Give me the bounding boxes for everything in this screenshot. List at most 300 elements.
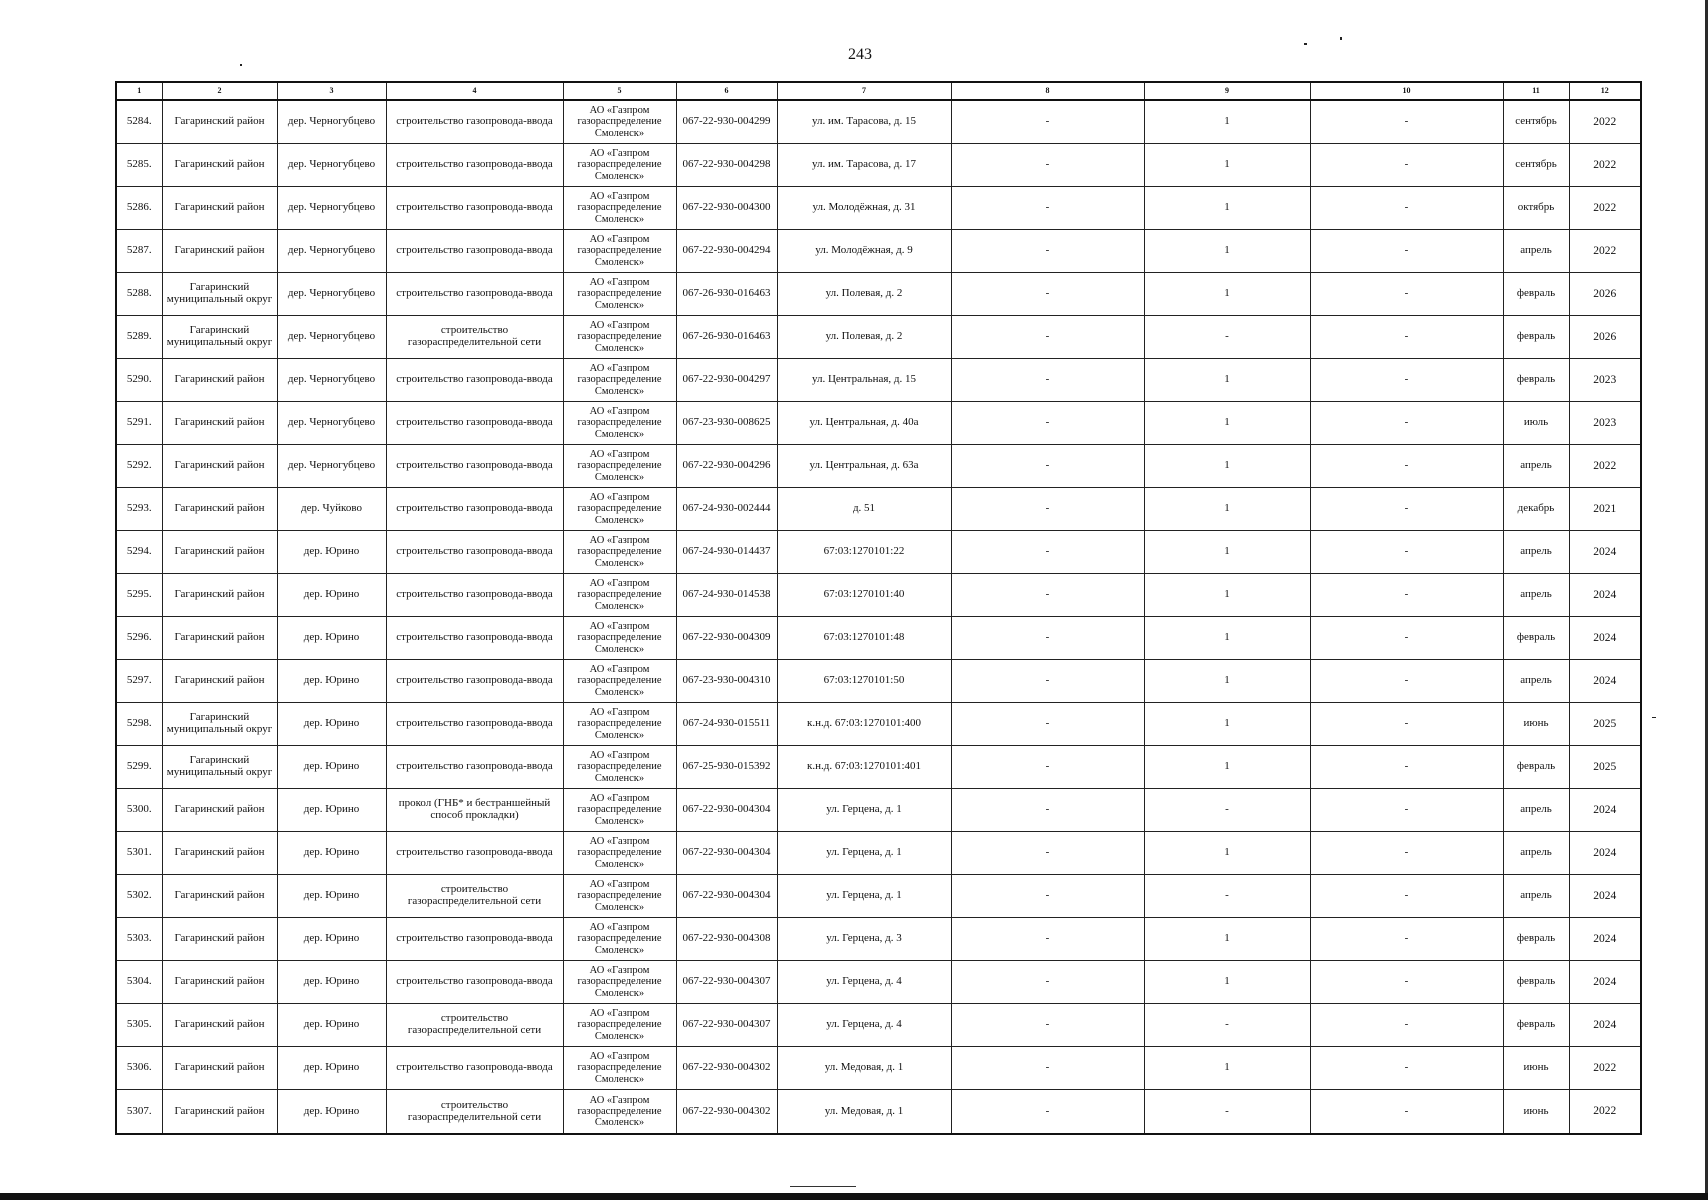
table-row <box>116 100 1641 144</box>
work-type-cell: строительство газопровода-ввода <box>386 359 563 402</box>
month-cell: апрель <box>1503 875 1569 918</box>
work-type-cell: строительство газопровода-ввода <box>386 574 563 617</box>
month-cell: июнь <box>1503 1090 1569 1135</box>
col10-cell: - <box>1310 230 1503 273</box>
row-number: 5284. <box>116 100 162 144</box>
row-number: 5297. <box>116 660 162 703</box>
row-number: 5299. <box>116 746 162 789</box>
application-code-cell: 067-22-930-004309 <box>676 617 777 660</box>
col8-cell: - <box>951 961 1144 1004</box>
address-cell: ул. Герцена, д. 4 <box>777 961 951 1004</box>
col8-cell: - <box>951 1047 1144 1090</box>
col10-cell: - <box>1310 875 1503 918</box>
organization-cell: АО «Газпром газораспределение Смоленск» <box>563 100 676 144</box>
organization-cell: АО «Газпром газораспределение Смоленск» <box>563 961 676 1004</box>
row-number: 5302. <box>116 875 162 918</box>
address-cell: ул. Молодёжная, д. 9 <box>777 230 951 273</box>
organization-cell: АО «Газпром газораспределение Смоленск» <box>563 832 676 875</box>
table-row <box>116 1004 1641 1047</box>
col10-cell: - <box>1310 402 1503 445</box>
row-number: 5286. <box>116 187 162 230</box>
scan-edge <box>0 1193 1708 1200</box>
settlement-cell: дер. Черногубцево <box>277 187 386 230</box>
col9-cell: 1 <box>1144 832 1310 875</box>
work-type-cell: строительство газопровода-ввода <box>386 746 563 789</box>
column-number: 1 <box>116 82 162 100</box>
address-cell: ул. Герцена, д. 1 <box>777 875 951 918</box>
address-cell: ул. им. Тарасова, д. 15 <box>777 100 951 144</box>
settlement-cell: дер. Черногубцево <box>277 359 386 402</box>
address-cell: к.н.д. 67:03:1270101:401 <box>777 746 951 789</box>
settlement-cell: дер. Юрино <box>277 660 386 703</box>
col10-cell: - <box>1310 273 1503 316</box>
table-row <box>116 660 1641 703</box>
month-cell: апрель <box>1503 789 1569 832</box>
row-number: 5294. <box>116 531 162 574</box>
application-code-cell: 067-23-930-008625 <box>676 402 777 445</box>
address-cell: ул. Медовая, д. 1 <box>777 1047 951 1090</box>
work-type-cell: строительство газопровода-ввода <box>386 144 563 187</box>
district-cell: Гагаринский район <box>162 1090 277 1135</box>
table-row <box>116 617 1641 660</box>
row-number: 5306. <box>116 1047 162 1090</box>
row-number: 5296. <box>116 617 162 660</box>
col10-cell: - <box>1310 316 1503 359</box>
settlement-cell: дер. Чуйково <box>277 488 386 531</box>
col8-cell: - <box>951 1090 1144 1135</box>
table-row <box>116 316 1641 359</box>
year-cell: 2021 <box>1569 488 1641 531</box>
application-code-cell: 067-22-930-004307 <box>676 1004 777 1047</box>
work-type-cell: строительство газопровода-ввода <box>386 961 563 1004</box>
settlement-cell: дер. Черногубцево <box>277 445 386 488</box>
address-cell: ул. Полевая, д. 2 <box>777 316 951 359</box>
col9-cell: 1 <box>1144 187 1310 230</box>
year-cell: 2024 <box>1569 789 1641 832</box>
col8-cell: - <box>951 230 1144 273</box>
col9-cell: - <box>1144 789 1310 832</box>
address-cell: ул. им. Тарасова, д. 17 <box>777 144 951 187</box>
table-row <box>116 832 1641 875</box>
month-cell: декабрь <box>1503 488 1569 531</box>
work-type-cell: строительство газопровода-ввода <box>386 832 563 875</box>
col10-cell: - <box>1310 918 1503 961</box>
footer-rule <box>790 1186 856 1187</box>
col10-cell: - <box>1310 703 1503 746</box>
district-cell: Гагаринский район <box>162 832 277 875</box>
work-type-cell: строительство газораспределительной сети <box>386 1004 563 1047</box>
application-code-cell: 067-22-930-004302 <box>676 1090 777 1135</box>
address-cell: к.н.д. 67:03:1270101:400 <box>777 703 951 746</box>
application-code-cell: 067-25-930-015392 <box>676 746 777 789</box>
col8-cell: - <box>951 617 1144 660</box>
address-cell: 67:03:1270101:48 <box>777 617 951 660</box>
col8-cell: - <box>951 832 1144 875</box>
row-number: 5285. <box>116 144 162 187</box>
organization-cell: АО «Газпром газораспределение Смоленск» <box>563 187 676 230</box>
organization-cell: АО «Газпром газораспределение Смоленск» <box>563 230 676 273</box>
work-type-cell: прокол (ГНБ* и бестраншейный способ прокладки) <box>386 789 563 832</box>
application-code-cell: 067-22-930-004304 <box>676 832 777 875</box>
address-cell: ул. Герцена, д. 4 <box>777 1004 951 1047</box>
col8-cell: - <box>951 359 1144 402</box>
month-cell: февраль <box>1503 918 1569 961</box>
work-type-cell: строительство газопровода-ввода <box>386 100 563 144</box>
table-row <box>116 488 1641 531</box>
year-cell: 2024 <box>1569 832 1641 875</box>
row-number: 5291. <box>116 402 162 445</box>
district-cell: Гагаринский район <box>162 488 277 531</box>
col8-cell: - <box>951 445 1144 488</box>
col8-cell: - <box>951 488 1144 531</box>
column-number: 4 <box>386 82 563 100</box>
organization-cell: АО «Газпром газораспределение Смоленск» <box>563 531 676 574</box>
year-cell: 2024 <box>1569 961 1641 1004</box>
settlement-cell: дер. Юрино <box>277 617 386 660</box>
table-row <box>116 1090 1641 1135</box>
district-cell: Гагаринский район <box>162 789 277 832</box>
year-cell: 2022 <box>1569 100 1641 144</box>
col9-cell: 1 <box>1144 273 1310 316</box>
year-cell: 2024 <box>1569 660 1641 703</box>
work-type-cell: строительство газопровода-ввода <box>386 1047 563 1090</box>
work-type-cell: строительство газораспределительной сети <box>386 875 563 918</box>
col9-cell: 1 <box>1144 617 1310 660</box>
application-code-cell: 067-26-930-016463 <box>676 316 777 359</box>
year-cell: 2022 <box>1569 187 1641 230</box>
application-code-cell: 067-22-930-004296 <box>676 445 777 488</box>
col8-cell: - <box>951 1004 1144 1047</box>
district-cell: Гагаринский район <box>162 961 277 1004</box>
address-cell: ул. Герцена, д. 1 <box>777 832 951 875</box>
district-cell: Гагаринский муниципальный округ <box>162 273 277 316</box>
application-code-cell: 067-22-930-004304 <box>676 789 777 832</box>
month-cell: апрель <box>1503 660 1569 703</box>
col9-cell: 1 <box>1144 918 1310 961</box>
year-cell: 2023 <box>1569 359 1641 402</box>
district-cell: Гагаринский муниципальный округ <box>162 316 277 359</box>
table-row <box>116 359 1641 402</box>
col9-cell: 1 <box>1144 144 1310 187</box>
organization-cell: АО «Газпром газораспределение Смоленск» <box>563 488 676 531</box>
application-code-cell: 067-22-930-004308 <box>676 918 777 961</box>
address-cell: ул. Молодёжная, д. 31 <box>777 187 951 230</box>
settlement-cell: дер. Черногубцево <box>277 100 386 144</box>
organization-cell: АО «Газпром газораспределение Смоленск» <box>563 1004 676 1047</box>
month-cell: февраль <box>1503 746 1569 789</box>
column-number-row <box>116 82 1641 100</box>
col9-cell: 1 <box>1144 100 1310 144</box>
settlement-cell: дер. Черногубцево <box>277 144 386 187</box>
table-row <box>116 574 1641 617</box>
district-cell: Гагаринский район <box>162 918 277 961</box>
col8-cell: - <box>951 531 1144 574</box>
district-cell: Гагаринский район <box>162 1004 277 1047</box>
work-type-cell: строительство газопровода-ввода <box>386 445 563 488</box>
month-cell: февраль <box>1503 617 1569 660</box>
col8-cell: - <box>951 187 1144 230</box>
column-number: 8 <box>951 82 1144 100</box>
col10-cell: - <box>1310 531 1503 574</box>
organization-cell: АО «Газпром газораспределение Смоленск» <box>563 402 676 445</box>
district-cell: Гагаринский район <box>162 144 277 187</box>
application-code-cell: 067-22-930-004302 <box>676 1047 777 1090</box>
column-number: 11 <box>1503 82 1569 100</box>
row-number: 5290. <box>116 359 162 402</box>
application-code-cell: 067-22-930-004294 <box>676 230 777 273</box>
settlement-cell: дер. Черногубцево <box>277 230 386 273</box>
application-code-cell: 067-22-930-004298 <box>676 144 777 187</box>
work-type-cell: строительство газораспределительной сети <box>386 1090 563 1135</box>
column-number: 9 <box>1144 82 1310 100</box>
month-cell: апрель <box>1503 832 1569 875</box>
month-cell: сентябрь <box>1503 100 1569 144</box>
col9-cell: 1 <box>1144 703 1310 746</box>
row-number: 5304. <box>116 961 162 1004</box>
month-cell: февраль <box>1503 273 1569 316</box>
col10-cell: - <box>1310 144 1503 187</box>
col8-cell: - <box>951 875 1144 918</box>
work-type-cell: строительство газопровода-ввода <box>386 617 563 660</box>
work-type-cell: строительство газопровода-ввода <box>386 273 563 316</box>
organization-cell: АО «Газпром газораспределение Смоленск» <box>563 359 676 402</box>
table-row <box>116 918 1641 961</box>
organization-cell: АО «Газпром газораспределение Смоленск» <box>563 273 676 316</box>
year-cell: 2022 <box>1569 445 1641 488</box>
month-cell: июнь <box>1503 703 1569 746</box>
address-cell: ул. Герцена, д. 3 <box>777 918 951 961</box>
settlement-cell: дер. Юрино <box>277 574 386 617</box>
col9-cell: 1 <box>1144 230 1310 273</box>
work-type-cell: строительство газопровода-ввода <box>386 230 563 273</box>
table-row <box>116 1047 1641 1090</box>
settlement-cell: дер. Юрино <box>277 918 386 961</box>
col10-cell: - <box>1310 100 1503 144</box>
col8-cell: - <box>951 144 1144 187</box>
year-cell: 2024 <box>1569 531 1641 574</box>
scan-speck <box>1652 717 1656 718</box>
district-cell: Гагаринский район <box>162 230 277 273</box>
year-cell: 2024 <box>1569 617 1641 660</box>
col10-cell: - <box>1310 1047 1503 1090</box>
address-cell: ул. Медовая, д. 1 <box>777 1090 951 1135</box>
col9-cell: 1 <box>1144 1047 1310 1090</box>
month-cell: июль <box>1503 402 1569 445</box>
organization-cell: АО «Газпром газораспределение Смоленск» <box>563 1047 676 1090</box>
month-cell: февраль <box>1503 1004 1569 1047</box>
month-cell: февраль <box>1503 359 1569 402</box>
address-cell: 67:03:1270101:22 <box>777 531 951 574</box>
row-number: 5300. <box>116 789 162 832</box>
col9-cell: 1 <box>1144 961 1310 1004</box>
district-cell: Гагаринский район <box>162 574 277 617</box>
year-cell: 2026 <box>1569 273 1641 316</box>
month-cell: июнь <box>1503 1047 1569 1090</box>
table-body <box>116 100 1641 1134</box>
column-number: 2 <box>162 82 277 100</box>
row-number: 5298. <box>116 703 162 746</box>
year-cell: 2024 <box>1569 1004 1641 1047</box>
month-cell: апрель <box>1503 574 1569 617</box>
district-cell: Гагаринский район <box>162 660 277 703</box>
settlement-cell: дер. Юрино <box>277 789 386 832</box>
year-cell: 2022 <box>1569 144 1641 187</box>
col10-cell: - <box>1310 1004 1503 1047</box>
district-cell: Гагаринский район <box>162 1047 277 1090</box>
year-cell: 2022 <box>1569 230 1641 273</box>
organization-cell: АО «Газпром газораспределение Смоленск» <box>563 875 676 918</box>
scan-speck <box>240 64 242 66</box>
column-number: 12 <box>1569 82 1641 100</box>
col8-cell: - <box>951 100 1144 144</box>
settlement-cell: дер. Черногубцево <box>277 273 386 316</box>
col10-cell: - <box>1310 445 1503 488</box>
col10-cell: - <box>1310 617 1503 660</box>
scan-speck <box>1340 37 1342 40</box>
col9-cell: 1 <box>1144 445 1310 488</box>
col10-cell: - <box>1310 746 1503 789</box>
application-code-cell: 067-22-930-004307 <box>676 961 777 1004</box>
settlement-cell: дер. Юрино <box>277 875 386 918</box>
row-number: 5303. <box>116 918 162 961</box>
table-row <box>116 789 1641 832</box>
column-number: 10 <box>1310 82 1503 100</box>
col9-cell: - <box>1144 1090 1310 1135</box>
row-number: 5293. <box>116 488 162 531</box>
col9-cell: 1 <box>1144 531 1310 574</box>
year-cell: 2025 <box>1569 703 1641 746</box>
application-code-cell: 067-23-930-004310 <box>676 660 777 703</box>
application-code-cell: 067-22-930-004300 <box>676 187 777 230</box>
settlement-cell: дер. Юрино <box>277 703 386 746</box>
district-cell: Гагаринский район <box>162 875 277 918</box>
address-cell: ул. Полевая, д. 2 <box>777 273 951 316</box>
row-number: 5288. <box>116 273 162 316</box>
district-cell: Гагаринский муниципальный округ <box>162 746 277 789</box>
col8-cell: - <box>951 574 1144 617</box>
row-number: 5305. <box>116 1004 162 1047</box>
settlement-cell: дер. Юрино <box>277 961 386 1004</box>
col10-cell: - <box>1310 574 1503 617</box>
col8-cell: - <box>951 746 1144 789</box>
col8-cell: - <box>951 789 1144 832</box>
application-code-cell: 067-24-930-014538 <box>676 574 777 617</box>
application-code-cell: 067-22-930-004304 <box>676 875 777 918</box>
district-cell: Гагаринский район <box>162 359 277 402</box>
table-row <box>116 746 1641 789</box>
organization-cell: АО «Газпром газораспределение Смоленск» <box>563 789 676 832</box>
year-cell: 2024 <box>1569 918 1641 961</box>
year-cell: 2024 <box>1569 875 1641 918</box>
settlement-cell: дер. Черногубцево <box>277 402 386 445</box>
year-cell: 2023 <box>1569 402 1641 445</box>
work-type-cell: строительство газопровода-ввода <box>386 531 563 574</box>
organization-cell: АО «Газпром газораспределение Смоленск» <box>563 617 676 660</box>
row-number: 5292. <box>116 445 162 488</box>
district-cell: Гагаринский район <box>162 531 277 574</box>
col10-cell: - <box>1310 187 1503 230</box>
district-cell: Гагаринский район <box>162 187 277 230</box>
month-cell: апрель <box>1503 531 1569 574</box>
address-cell: ул. Центральная, д. 63а <box>777 445 951 488</box>
col9-cell: 1 <box>1144 488 1310 531</box>
col9-cell: - <box>1144 1004 1310 1047</box>
col10-cell: - <box>1310 789 1503 832</box>
organization-cell: АО «Газпром газораспределение Смоленск» <box>563 316 676 359</box>
row-number: 5289. <box>116 316 162 359</box>
column-number: 6 <box>676 82 777 100</box>
organization-cell: АО «Газпром газораспределение Смоленск» <box>563 746 676 789</box>
page-number: 243 <box>848 46 872 63</box>
work-type-cell: строительство газопровода-ввода <box>386 918 563 961</box>
organization-cell: АО «Газпром газораспределение Смоленск» <box>563 445 676 488</box>
col10-cell: - <box>1310 359 1503 402</box>
col8-cell: - <box>951 273 1144 316</box>
settlement-cell: дер. Юрино <box>277 832 386 875</box>
address-cell: 67:03:1270101:40 <box>777 574 951 617</box>
address-cell: д. 51 <box>777 488 951 531</box>
col8-cell: - <box>951 402 1144 445</box>
col10-cell: - <box>1310 660 1503 703</box>
application-code-cell: 067-24-930-002444 <box>676 488 777 531</box>
organization-cell: АО «Газпром газораспределение Смоленск» <box>563 574 676 617</box>
col9-cell: - <box>1144 875 1310 918</box>
organization-cell: АО «Газпром газораспределение Смоленск» <box>563 918 676 961</box>
work-type-cell: строительство газопровода-ввода <box>386 402 563 445</box>
col9-cell: 1 <box>1144 746 1310 789</box>
district-cell: Гагаринский район <box>162 445 277 488</box>
col10-cell: - <box>1310 961 1503 1004</box>
application-code-cell: 067-22-930-004297 <box>676 359 777 402</box>
column-number: 7 <box>777 82 951 100</box>
district-cell: Гагаринский муниципальный округ <box>162 703 277 746</box>
work-type-cell: строительство газопровода-ввода <box>386 660 563 703</box>
table-row <box>116 875 1641 918</box>
table-row <box>116 273 1641 316</box>
col9-cell: 1 <box>1144 402 1310 445</box>
address-cell: 67:03:1270101:50 <box>777 660 951 703</box>
row-number: 5301. <box>116 832 162 875</box>
month-cell: октябрь <box>1503 187 1569 230</box>
work-type-cell: строительство газопровода-ввода <box>386 703 563 746</box>
table-row <box>116 144 1641 187</box>
year-cell: 2024 <box>1569 574 1641 617</box>
col10-cell: - <box>1310 832 1503 875</box>
table-row <box>116 703 1641 746</box>
scan-speck <box>1304 43 1307 45</box>
col10-cell: - <box>1310 488 1503 531</box>
application-code-cell: 067-26-930-016463 <box>676 273 777 316</box>
settlement-cell: дер. Юрино <box>277 1047 386 1090</box>
table-row <box>116 402 1641 445</box>
settlement-cell: дер. Юрино <box>277 1004 386 1047</box>
year-cell: 2025 <box>1569 746 1641 789</box>
district-cell: Гагаринский район <box>162 402 277 445</box>
month-cell: февраль <box>1503 961 1569 1004</box>
row-number: 5307. <box>116 1090 162 1135</box>
table-row <box>116 531 1641 574</box>
registry-table <box>115 81 1642 1135</box>
month-cell: апрель <box>1503 230 1569 273</box>
application-code-cell: 067-22-930-004299 <box>676 100 777 144</box>
address-cell: ул. Герцена, д. 1 <box>777 789 951 832</box>
col9-cell: 1 <box>1144 660 1310 703</box>
application-code-cell: 067-24-930-015511 <box>676 703 777 746</box>
address-cell: ул. Центральная, д. 15 <box>777 359 951 402</box>
district-cell: Гагаринский район <box>162 617 277 660</box>
year-cell: 2022 <box>1569 1047 1641 1090</box>
month-cell: февраль <box>1503 316 1569 359</box>
